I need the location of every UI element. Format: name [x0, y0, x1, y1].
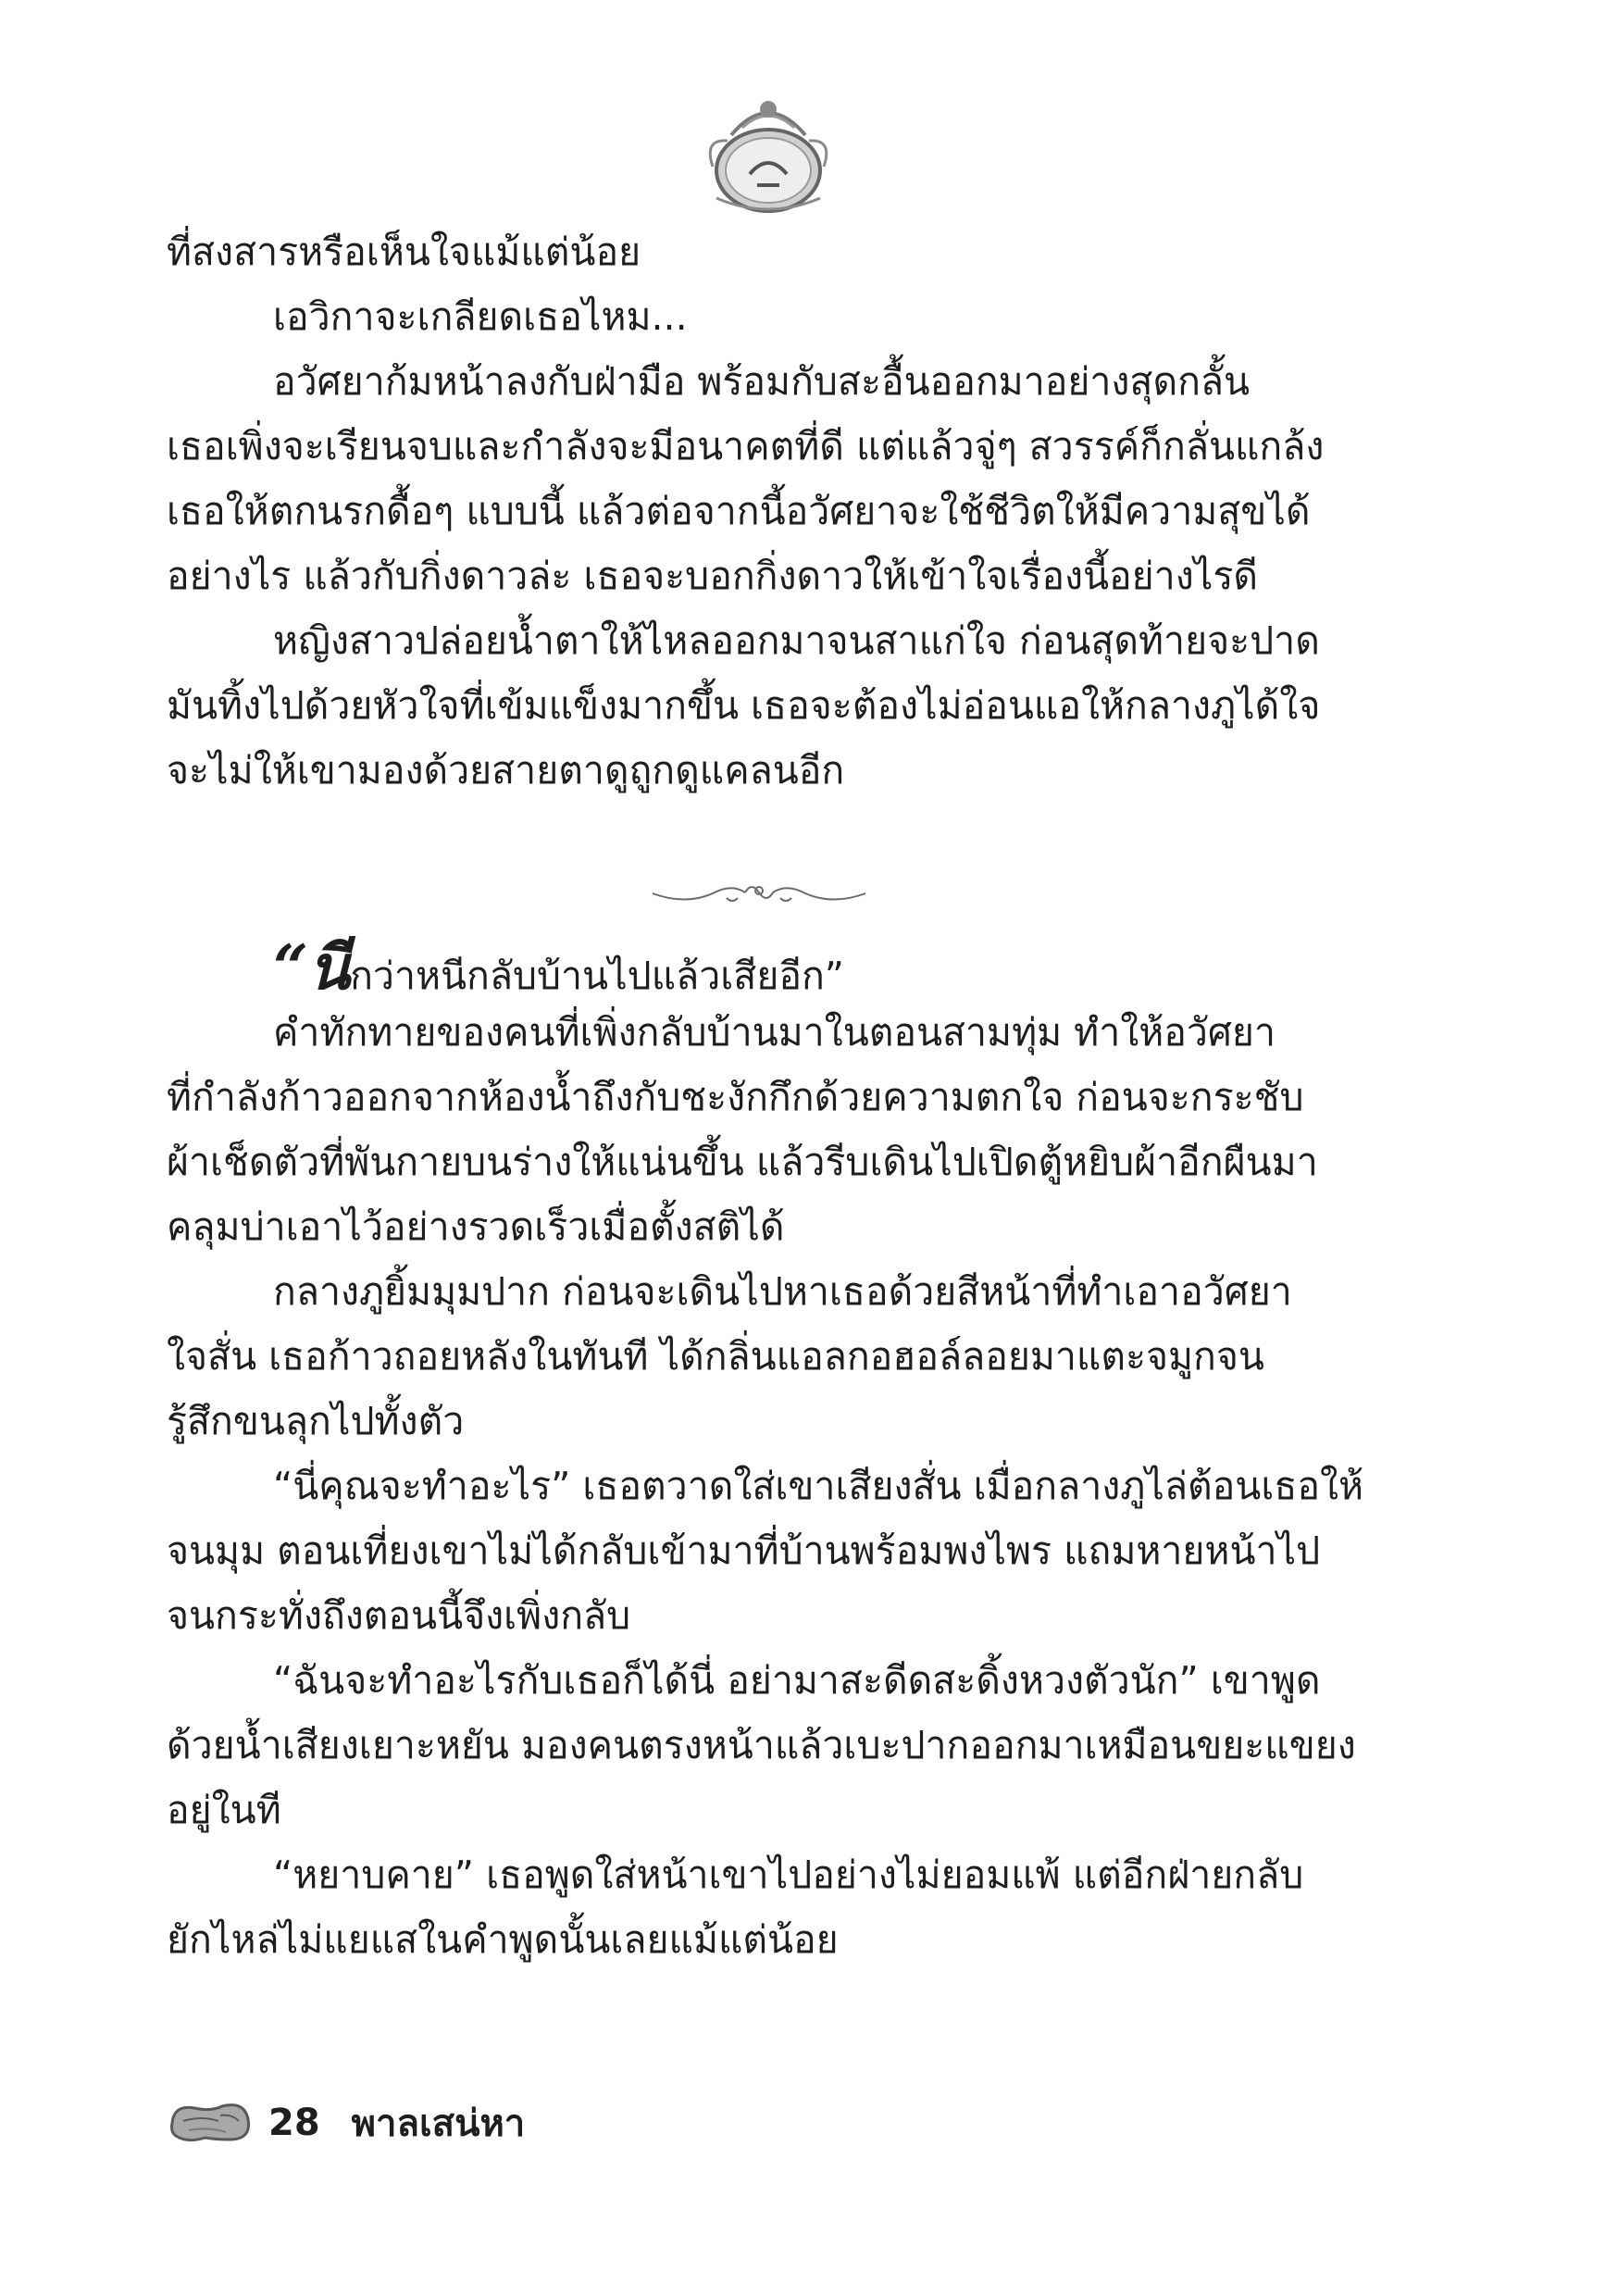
text-line: หญิงสาวปล่อยน้ำตาให้ไหลออกมาจนสาแก่ใจ ก่อนสุดท้ายจะปาด	[273, 618, 1320, 663]
text-line: รู้สึกขนลุกไปทั้งตัว	[167, 1399, 465, 1443]
text-line: เธอเพิ่งจะเรียนจบและกำลังจะมีอนาคตที่ดี แต่แล้วจู่ๆ สวรรค์ก็กลั่นแกล้ง	[167, 424, 1325, 468]
text-line: จนมุม ตอนเที่ยงเขาไม่ได้กลับเข้ามาที่บ้านพร้อมพงไพร แถมหายหน้าไป	[167, 1529, 1321, 1573]
text-line: “ฉันจะทำอะไรกับเธอก็ได้นี่ อย่ามาสะดีดสะดิ้งหวงตัวนัก” เขาพูด	[273, 1658, 1321, 1703]
publisher-logo-icon	[676, 81, 861, 220]
text-line: อวัศยาก้มหน้าลงกับฝ่ามือ พร้อมกับสะอื้นออกมาอย่างสุดกลั้น	[273, 359, 1251, 404]
page-footer	[165, 2090, 525, 2155]
peanut-icon	[165, 2095, 257, 2151]
section-divider-ornament-icon	[648, 870, 870, 917]
text-line: คำทักทายของคนที่เพิ่งกลับบ้านมาในตอนสามทุ่ม ทำให้อวัศยา	[273, 1010, 1276, 1054]
text-line: “หยาบคาย” เธอพูดใส่หน้าเขาไปอย่างไม่ยอมแพ้ แต่อีกฝ่ายกลับ	[273, 1853, 1304, 1897]
text-line: ผ้าเช็ดตัวที่พันกายบนร่างให้แน่นขึ้น แล้วรีบเดินไปเปิดตู้หยิบผ้าอีกผืนมา	[167, 1140, 1318, 1184]
drop-cap: “นี	[273, 931, 351, 1004]
page-number: 28	[268, 2102, 320, 2144]
text-line: จนกระทั่งถึงตอนนี้จึงเพิ่งกลับ	[167, 1593, 631, 1638]
text-line: มันทิ้งไปด้วยหัวใจที่เข้มแข็งมากขึ้น เธอจะต้องไม่อ่อนแอให้กลางภูได้ใจ	[167, 683, 1321, 728]
text-line: อย่างไร แล้วกับกิ่งดาวล่ะ เธอจะบอกกิ่งดาวให้เข้าใจเรื่องนี้อย่างไรดี	[167, 554, 1258, 598]
text-line: เธอให้ตกนรกดื้อๆ แบบนี้ แล้วต่อจากนี้อวัศยาจะใช้ชีวิตให้มีความสุขได้	[167, 489, 1311, 533]
chapter-opening-line	[167, 931, 1351, 1004]
opening-text: กว่าหนีกลับบ้านไปแล้วเสียอีก”	[350, 954, 845, 998]
text-line: จะไม่ให้เขามองด้วยสายตาดูถูกดูแคลนอีก	[167, 748, 845, 792]
text-line: ที่กำลังก้าวออกจากห้องน้ำถึงกับชะงักกึกด้วยความตกใจ ก่อนจะกระชับ	[167, 1075, 1304, 1119]
text-line: เอวิกาจะเกลียดเธอไหม...	[273, 294, 688, 339]
body-text-block-2	[167, 931, 1364, 1972]
text-line: คลุมบ่าเอาไว้อย่างรวดเร็วเมื่อตั้งสติได้	[167, 1204, 785, 1249]
text-line: กลางภูยิ้มมุมปาก ก่อนจะเดินไปหาเธอด้วยสีหน้าที่ทำเอาอวัศยา	[273, 1269, 1292, 1314]
book-title: พาลเสน่หา	[351, 2103, 526, 2145]
text-line: ด้วยน้ำเสียงเยาะหยัน มองคนตรงหน้าแล้วเบะปากออกมาเหมือนขยะแขยง	[167, 1723, 1356, 1767]
text-line: “นี่คุณจะทำอะไร” เธอตวาดใส่เขาเสียงสั่น เมื่อกลางภูไล่ต้อนเธอให้	[273, 1464, 1364, 1508]
text-line: อยู่ในที	[167, 1788, 281, 1832]
text-line: ใจสั่น เธอก้าวถอยหลังในทันที ได้กลิ่นแอลกอฮอล์ลอยมาแตะจมูกจน	[167, 1334, 1264, 1379]
body-text-block-1	[167, 219, 1351, 803]
text-line: ที่สงสารหรือเห็นใจแม้แต่น้อย	[167, 230, 641, 274]
text-line: ยักไหล่ไม่แยแสในคำพูดนั้นเลยแม้แต่น้อย	[167, 1917, 839, 1962]
